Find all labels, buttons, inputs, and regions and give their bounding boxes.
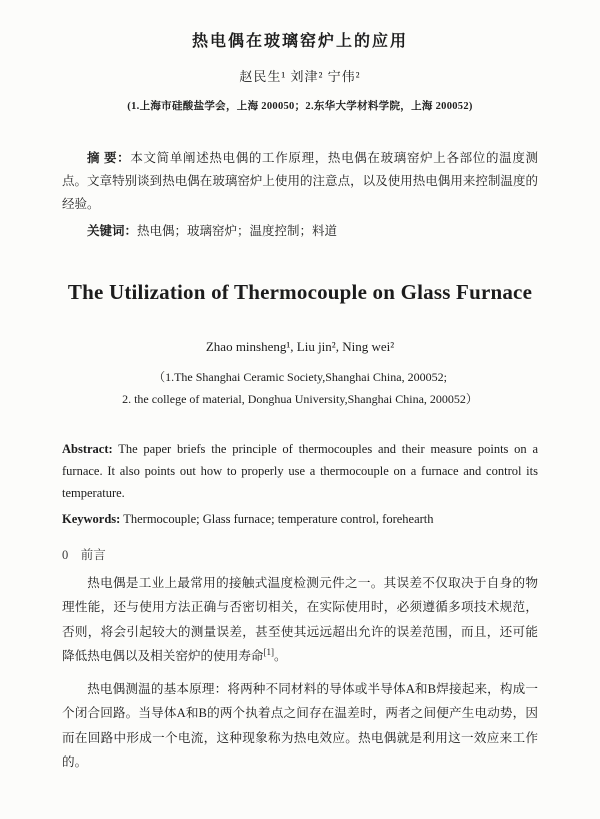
chinese-keywords <box>62 220 538 243</box>
english-affiliation-line2: 2. the college of material, Donghua University,Shanghai China, 200052） <box>122 392 478 407</box>
english-title: The Utilization of Thermocouple on Glass Furnace <box>67 279 533 304</box>
reference-marker-1: [1] <box>263 647 274 658</box>
chinese-abstract-label: 摘 要： <box>87 151 131 165</box>
english-keywords-label: Keywords: <box>62 511 121 526</box>
chinese-keywords-text: 热电偶；玻璃窑炉；温度控制；料道 <box>137 224 338 239</box>
chinese-title: 热电偶在玻璃窑炉上的应用 <box>191 33 408 50</box>
english-affiliation-line1: （1.The Shanghai Ceramic Society,Shanghai China, 200052; <box>153 369 447 384</box>
english-authors: Zhao minsheng¹, Liu jin², Ning wei² <box>205 338 395 354</box>
chinese-abstract-text: 本文简单阐述热电偶的工作原理，热电偶在玻璃窑炉上各部位的温度测点。文章特别谈到热电偶在玻璃窑炉上使用的注意点，以及使用热电偶用来控制温度的经验。 <box>62 151 538 212</box>
english-keywords-text: Thermocouple; Glass furnace; temperature control, forehearth <box>123 511 434 526</box>
body-paragraph-1-tail: 。 <box>274 649 287 664</box>
english-abstract <box>62 439 538 505</box>
chinese-keywords-label: 关键词： <box>87 224 138 239</box>
english-affiliation <box>62 366 538 412</box>
english-abstract-label: Abstract: <box>62 442 113 457</box>
body-paragraph-2: 热电偶测温的基本原理：将两种不同材料的导体或半导体A和B焊接起来，构成一个闭合回路。当导体A和B的两个执着点之间存在温差时，两者之间便产生电动势，因而在回路中形成一个电流，这种现象称为热电效应。热电偶就是利用这一效应来工作的。 <box>62 681 538 770</box>
body-paragraph-1 <box>62 571 538 669</box>
chinese-affiliation: (1.上海市硅酸盐学会，上海 200050；2.东华大学材料学院，上海 200052) <box>127 101 473 112</box>
english-abstract-text: The paper briefs the principle of thermocouples and their measure points on a furnace. It also points out how to properly use a thermocouple on a furnace and control its temperature. <box>62 442 538 500</box>
chinese-abstract <box>62 147 538 216</box>
english-keywords <box>62 509 538 531</box>
body-paragraph-1-text: 热电偶是工业上最常用的接触式温度检测元件之一。其误差不仅取决于自身的物理性能，还与使用方法正确与否密切相关，在实际使用时，必须遵循多项技术规范，否则，将会引起较大的测量误差，甚至使其远远超出允许的误差范围，而且，还可能降低热电偶以及相关窑炉的使用寿命 <box>62 575 538 664</box>
section-heading-foreword: 0 前言 <box>62 547 106 562</box>
chinese-authors: 赵民生¹ 刘津² 宁伟² <box>239 69 361 84</box>
